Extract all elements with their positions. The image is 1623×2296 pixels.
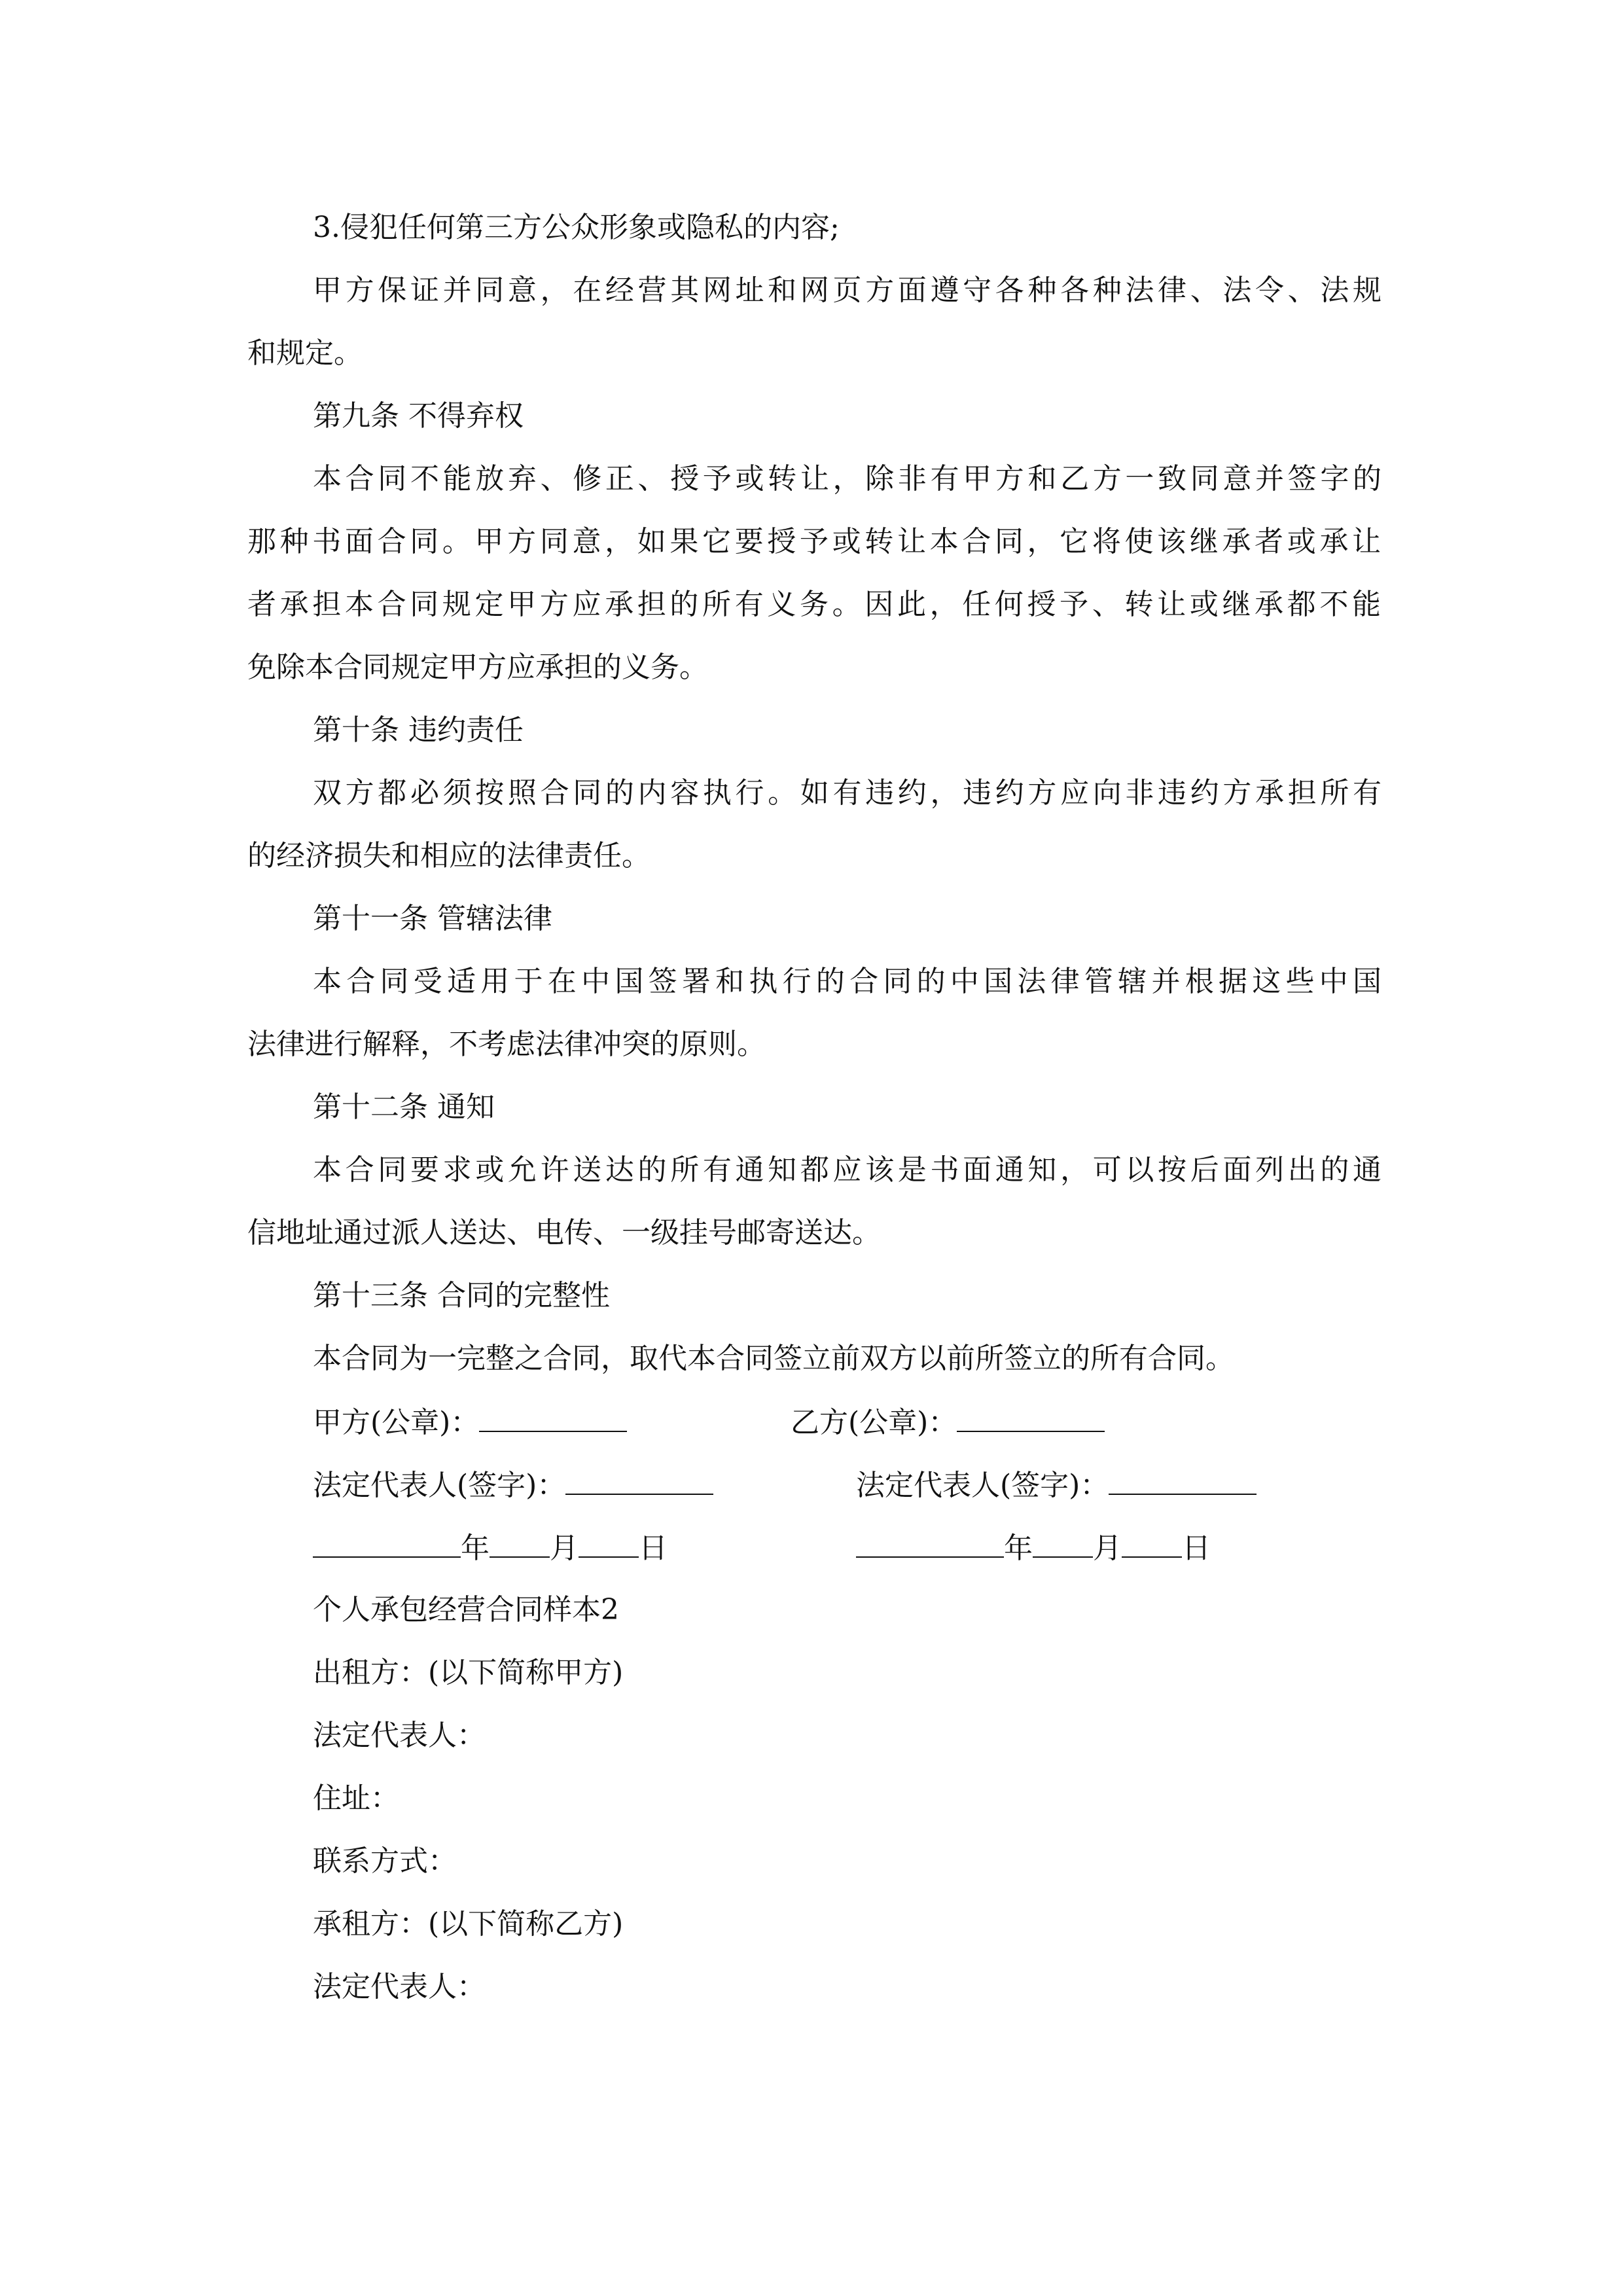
- rep-sign-b-blank: [1109, 1465, 1257, 1495]
- lessee-line: 承租方：(以下简称乙方): [313, 1907, 624, 1941]
- paragraph-line: 信地址通过派人送达、电传、一级挂号邮寄送达。: [247, 1216, 881, 1249]
- party-a-seal-blank: [479, 1402, 627, 1432]
- paragraph-line: 甲方保证并同意，在经营其网址和网页方面遵守各种各种法律、法令、法规: [313, 274, 1382, 307]
- party-b-seal-row: [791, 1402, 1105, 1441]
- paragraph-line: 本合同不能放弃、修正、授予或转让，除非有甲方和乙方一致同意并签字的: [313, 462, 1382, 495]
- contact-line: 联系方式：: [313, 1844, 457, 1878]
- paragraph-line: 和规定。: [247, 336, 363, 370]
- month-label: 月: [1093, 1532, 1122, 1565]
- month-label: 月: [550, 1532, 579, 1565]
- sample-2-title: 个人承包经营合同样本2: [313, 1593, 619, 1626]
- article-11-heading: 第十一条 管辖法律: [313, 902, 552, 935]
- day-blank: [1122, 1528, 1182, 1558]
- address-line: 住址：: [313, 1782, 399, 1815]
- article-13-heading: 第十三条 合同的完整性: [313, 1279, 610, 1312]
- paragraph-line: 双方都必须按照合同的内容执行。如有违约，违约方应向非违约方承担所有: [313, 776, 1382, 810]
- day-label: 日: [1182, 1532, 1211, 1565]
- article-12-heading: 第十二条 通知: [313, 1090, 495, 1124]
- paragraph-line: 者承担本合同规定甲方应承担的所有义务。因此，任何授予、转让或继承都不能: [247, 588, 1381, 621]
- party-a-seal-row: [313, 1402, 627, 1441]
- party-a-seal-label: 甲方(公章)：: [313, 1406, 480, 1439]
- party-b-seal-blank: [957, 1402, 1105, 1432]
- paragraph-line: 本合同为一完整之合同，取代本合同签立前双方以前所签立的所有合同。: [313, 1342, 1234, 1375]
- clause-item-3: 3.侵犯任何第三方公众形象或隐私的内容;: [313, 211, 840, 244]
- paragraph-line: 免除本合同规定甲方应承担的义务。: [247, 651, 708, 684]
- party-b-seal-label: 乙方(公章)：: [791, 1406, 957, 1439]
- rep-sign-a-label: 法定代表人(签字)：: [313, 1469, 566, 1502]
- article-9-heading: 第九条 不得弃权: [313, 399, 524, 433]
- article-10-heading: 第十条 违约责任: [313, 713, 524, 747]
- month-blank: [490, 1528, 550, 1558]
- year-label: 年: [1004, 1532, 1033, 1565]
- year-blank: [313, 1528, 461, 1558]
- paragraph-line: 本合同受适用于在中国签署和执行的合同的中国法律管辖并根据这些中国: [313, 965, 1382, 998]
- legal-rep-line: 法定代表人：: [313, 1970, 486, 2003]
- legal-rep-line: 法定代表人：: [313, 1719, 486, 1752]
- rep-sign-b-row: [856, 1465, 1257, 1504]
- day-blank: [579, 1528, 639, 1558]
- paragraph-line: 那种书面合同。甲方同意，如果它要授予或转让本合同，它将使该继承者或承让: [247, 525, 1381, 558]
- rep-sign-a-blank: [565, 1465, 713, 1495]
- paragraph-line: 法律进行解释，不考虑法律冲突的原则。: [247, 1028, 766, 1061]
- rep-sign-b-label: 法定代表人(签字)：: [856, 1469, 1109, 1502]
- paragraph-line: 的经济损失和相应的法律责任。: [247, 839, 651, 872]
- lessor-line: 出租方：(以下简称甲方): [313, 1656, 624, 1689]
- year-label: 年: [461, 1532, 490, 1565]
- day-label: 日: [639, 1532, 668, 1565]
- month-blank: [1033, 1528, 1093, 1558]
- date-row-b: [856, 1528, 1211, 1567]
- date-row-a: [313, 1528, 668, 1567]
- rep-sign-a-row: [313, 1465, 713, 1504]
- paragraph-line: 本合同要求或允许送达的所有通知都应该是书面通知，可以按后面列出的通: [313, 1153, 1382, 1187]
- year-blank: [856, 1528, 1004, 1558]
